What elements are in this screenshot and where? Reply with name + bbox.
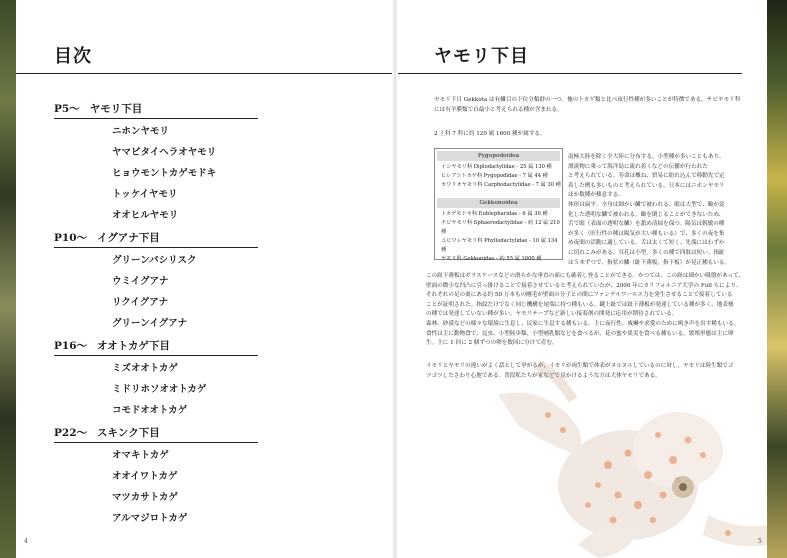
toc-item[interactable]: ヤマビタイヘラオヤモリ bbox=[112, 147, 217, 158]
page-number: 5 bbox=[758, 538, 762, 545]
toc-page-ref: P5～ bbox=[54, 103, 80, 115]
text-line: が多く（旺行性の種は陽気が大い種もいる）で、多くの夜を集 bbox=[568, 230, 725, 237]
toc-item[interactable]: マツカサトカゲ bbox=[112, 492, 178, 503]
toc-item[interactable]: オオヒルヤモリ bbox=[112, 210, 179, 221]
text-line: イモリとヤモリの違いがよく話として挙がるが，イモリが両生類で体表がヌルヌルしているのに対し，ヤモリは陸生類でゴ bbox=[426, 363, 734, 369]
text-line: は５本ずつで、指状の鱗（趾下薄板，指下板）が見正種もいる。 bbox=[568, 259, 731, 266]
text-line: と考えられている。寿命は概ね、貿易に紛れ込んで移動先で定 bbox=[568, 173, 725, 180]
toc-heading-label: スキンク下目 bbox=[97, 427, 160, 439]
toc-page-ref: P10～ bbox=[54, 232, 88, 244]
text-line: ほか数種が棲息する。 bbox=[568, 192, 624, 199]
table-of-contents bbox=[54, 98, 258, 530]
left-page bbox=[16, 0, 392, 558]
closing-paragraph bbox=[426, 362, 768, 381]
text-line: それぞれの足の裏にある約 50 万本もの剛毛が壁面の分子との間にファンデルワールス力を発生させることで接着している bbox=[426, 292, 733, 299]
text-line: の種では発達していない種が多い。ヤモリテープなど新しい接着剤の開発に応用が期待されている。 bbox=[426, 311, 678, 318]
box-group-title: Gekkonoidea bbox=[437, 198, 560, 208]
toc-item[interactable]: グリーンイグアナ bbox=[112, 318, 188, 329]
toc-heading-label: イグアナ下目 bbox=[97, 232, 160, 244]
text-line: 森林、砂漠などの様々な環境に生息し、民家に生息する種もいる。主に夜行性。威嚇や求愛のために鳴き声を出す種もいる。 bbox=[426, 320, 740, 327]
text-line: 体形は扁平。全身は細かい鱗で被われる。眼は大型で、瞼が変 bbox=[568, 201, 725, 208]
text-line: 漂流物に乗って海洋島に流れ着くなどの伝播が行われた bbox=[568, 163, 708, 170]
toc-heading[interactable] bbox=[54, 227, 258, 248]
toc-heading-label: オオトカゲ下目 bbox=[97, 340, 170, 352]
box-line: イシヤモリ科 Diplodactylidae - 25 属 130 種 bbox=[441, 164, 552, 170]
toc-title: 目次 bbox=[54, 46, 92, 67]
text-line: に切れこみがある。耳孔は小型。多くの種で四肢は短い。指趾 bbox=[568, 249, 725, 256]
toc-item[interactable]: ウミイグアナ bbox=[112, 276, 169, 287]
text-line: ことが証明された。指紋だけでなく同じ機構を尾端に持つ種もいる。鍵上趾では趾下薄板が発達している種が多く、地表棲 bbox=[426, 301, 734, 308]
title-rule bbox=[398, 73, 742, 74]
toc-section bbox=[54, 227, 258, 332]
toc-item[interactable]: ミズオオトカゲ bbox=[112, 363, 178, 374]
count-line: 2 上科 7 科に約 120 属 1600 種が属する。 bbox=[434, 131, 546, 137]
toc-heading[interactable] bbox=[54, 98, 258, 119]
toc-section bbox=[54, 335, 258, 419]
toc-heading-label: ヤモリ下目 bbox=[89, 103, 143, 115]
toc-item[interactable]: アルマジロトカゲ bbox=[112, 513, 188, 524]
toc-item[interactable]: トッケイヤモリ bbox=[112, 189, 178, 200]
box-line: ヒレアシトカゲ科 Pygopodidae - 7 属 44 種 bbox=[441, 173, 548, 179]
gecko-illustration bbox=[478, 355, 767, 558]
toc-heading[interactable] bbox=[54, 422, 258, 443]
text-line: 食性は主に動物食で、昆虫、小型陸歩類、小型哺乳類などを食べるが、花の蜜や果実を食べる種もいる。繁殖形態は主に卵 bbox=[426, 330, 734, 337]
box-line: トカゲモドキ科 Eublepharidae - 6 属 30 種 bbox=[441, 211, 548, 217]
text-line: ヤモリ下目 Gekkota は有鱗目の下位分類群の一つ。俺のトカゲ類と比べ夜行性種が多いことが特徴である。チビヤモリ科 bbox=[434, 97, 741, 103]
side-paragraph bbox=[568, 153, 768, 268]
title-rule bbox=[16, 73, 392, 74]
box-line: カワリオヤモリ科 Carphodactylidae - 7 属 30 種 bbox=[441, 182, 561, 188]
text-line: 舌で眼（表面の透明な鱗）を舐め清掃を保つ。陽気は鋭敏の種 bbox=[568, 221, 725, 228]
intro-paragraph bbox=[434, 96, 768, 115]
page-number: 4 bbox=[24, 538, 28, 545]
toc-heading[interactable] bbox=[54, 335, 258, 356]
box-group-title: Pygopodoidea bbox=[437, 151, 560, 161]
toc-item[interactable]: オマキトカゲ bbox=[112, 450, 169, 461]
text-line: この趾下薄板はガラスケースなどの滑らかな垂直の面にも確着し登ることができる。かつては、この趾は細かい吸盤があって、 bbox=[426, 273, 745, 279]
toc-page-ref: P16～ bbox=[54, 340, 88, 352]
box-line: チビヤモリ科 Sphaerodactylidae - 約 12 属 210 種 bbox=[441, 220, 560, 235]
toc-item[interactable]: ヒョウモントカゲモドキ bbox=[112, 168, 217, 179]
toc-item[interactable]: オオイワトカゲ bbox=[112, 471, 178, 482]
text-line: 南極大陸を除く全大陸に分布する。小型種が多いこともあり、 bbox=[568, 154, 725, 160]
toc-section bbox=[54, 98, 258, 224]
box-line: ヤモリ科 Gekkonidae - 約 55 属 1000 種 bbox=[441, 256, 542, 262]
right-photo-edge bbox=[767, 0, 787, 558]
toc-page-ref: P22～ bbox=[54, 427, 88, 439]
right-page bbox=[398, 0, 767, 558]
page-title: ヤモリ下目 bbox=[434, 46, 529, 67]
text-line: 化した透明な鱗で被われる。瞼を閉じることができないため、 bbox=[568, 211, 725, 218]
toc-section bbox=[54, 422, 258, 527]
toc-item[interactable]: リクイグアナ bbox=[112, 297, 169, 308]
classification-box bbox=[434, 148, 563, 260]
left-photo-edge bbox=[0, 0, 16, 558]
text-line: には有羊膜類で自最小と考えられる種が含まれる。 bbox=[434, 106, 563, 113]
text-line: 着した例も多いものと考えられている。日本にはニホンヤモリ bbox=[568, 182, 725, 189]
toc-item[interactable]: ミドリホソオオトカゲ bbox=[112, 384, 207, 395]
text-line: め夜間の活動に適している。舌は太くて短く、先端にはわずか bbox=[568, 240, 725, 247]
text-line: 壁面の微小な凹凸に引っ掛けることで接着させていると考えられていたが、2000 年にカリフォルニア大学の Full らにより、 bbox=[426, 282, 742, 289]
toc-item[interactable]: コモドオオトカゲ bbox=[112, 405, 188, 416]
main-paragraph bbox=[426, 272, 768, 349]
box-line: ユビワレヤモリ科 Phyllodactylidae - 10 属 134 種 bbox=[441, 238, 558, 253]
text-line: 生。主に 1 回に 2 個ずつの卵を数回に分けて産む。 bbox=[426, 340, 558, 347]
toc-item[interactable]: ニホンヤモリ bbox=[112, 126, 170, 137]
text-line: ツゴツしたさわり心地である。普段私たちが家などで見かけるような方は大体ヤモリである。 bbox=[426, 372, 661, 379]
toc-item[interactable]: グリーンバシリスク bbox=[112, 255, 197, 266]
